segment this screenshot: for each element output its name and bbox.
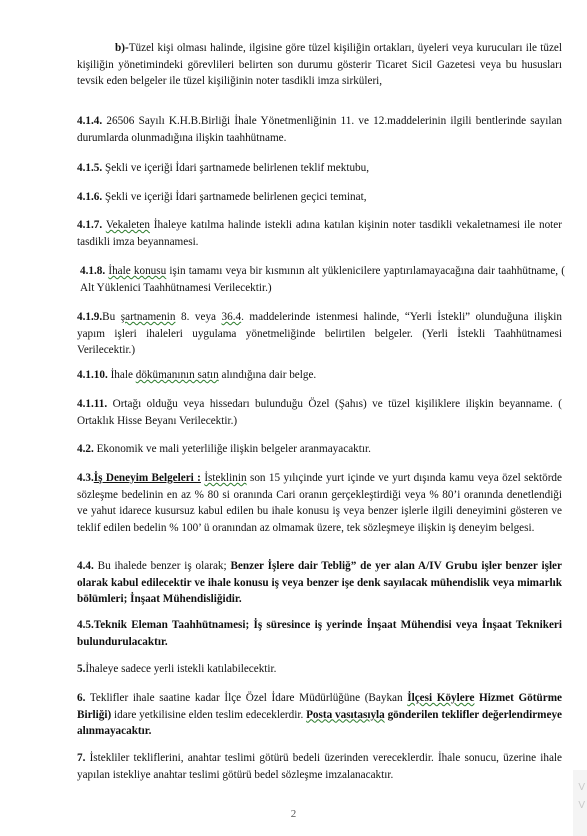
paragraph-b: b)-Tüzel kişi olması halinde, ilgisine göre tüzel kişiliğin ortakları, üyeleri veya kurucuları ile tüzel kişiliğin yönetimindeki görevlileri belirten son durumu gösterir Ticaret Sicil Gazetesi veya bu hususları tevsik eden belgeler ile tüzel kişiliğinin noter tasdikli imza sirküleri, — [77, 42, 562, 87]
paragraph-6: 6. Teklifler ihale saatine kadar İlçe Özel İdare Müdürlüğüne (Baykan İlçesi Köylere Hizmet Götürme Birliği) idare yetkilisine elden teslim edeceklerdir. Posta vasıtasıyla gönderilen teklifler değerlendirmeye alınmayacaktır. — [77, 692, 563, 737]
edge-mark-2: V — [578, 800, 585, 811]
paragraph-4-2: 4.2. Ekonomik ve mali yeterliliğe ilişkin belgeler aranmayacaktır. — [77, 443, 371, 455]
page-number: 2 — [290, 808, 297, 820]
paragraph-4-5: 4.5.Teknik Eleman Taahhütnamesi; İş süresince iş yerinde İnşaat Mühendisi veya İnşaat Teknikeri bulundurulacaktır. — [77, 619, 562, 648]
paragraph-4-1-5: 4.1.5. Şekli ve içeriği İdari şartnamede belirlenen teklif mektubu, — [77, 162, 370, 174]
paragraph-4-1-6: 4.1.6. Şekli ve içeriği İdari şartnamede belirlenen geçici teminat, — [77, 191, 367, 203]
paragraph-4-4: 4.4. Bu ihalede benzer iş olarak; Benzer İşlere dair Tebliğ” de yer alan A/IV Grubu işler benzer işler olarak kabul edilecektir ve ihale konusu iş veya benzer işe denk sayılacak mühendislik veya mimarlık bölümleri; İnşaat Mühendisliğidir. — [77, 560, 562, 605]
paragraph-4-1-4: 4.1.4. 26506 Sayılı K.H.B.Birliği İhale Yönetmenliğinin 11. ve 12.maddelerinin ilgili bentlerinde sayılan durumlarda olunmadığına ilişkin taahhütname. — [77, 115, 562, 144]
paragraph-5: 5.İhaleye sadece yerli istekli katılabilecektir. — [77, 663, 277, 675]
edge-mark-1: V — [578, 782, 585, 793]
paragraph-4-1-10: 4.1.10. İhale dökümanının satın alındığına dair belge. — [77, 369, 317, 381]
paragraph-4-1-8: 4.1.8. İhale konusu işin tamamı veya bir kısmının alt yüklenicilere yaptırılamayacağına dair taahhütname, ( Alt Yüklenici Taahhütnamesi Verilecektir.) — [80, 265, 565, 294]
paragraph-4-1-11: 4.1.11. Ortağı olduğu veya hissedarı bulunduğu Özel (Şahıs) ve tüzel kişiliklere ilişkin beyanname. ( Ortaklık Hisse Beyanı Verilecektir.) — [77, 398, 562, 427]
paragraph-4-1-9: 4.1.9.Bu şartnamenin 8. veya 36.4. maddelerinde istenmesi halinde, “Yerli İstekli” olunduğuna ilişkin yapım işleri ihaleleri uygulama yönetmeliğinde belirtilen belgeler. (Yerli İstekli Taahhütnamesi Verilecektir.) — [77, 311, 562, 356]
paragraph-4-3: 4.3.İş Deneyim Belgeleri : İsteklinin son 15 yılıçinde yurt içinde ve yurt dışında kamu veya özel sektörde sözleşme bedelinin en az % 80 si oranında Cari oranın gerçekleştirdiği veya % 80’i oranında denetlendiği ve yahut idarece kusursuz kabul edilen bu ihale konusu iş veya benzer işlerle ilgili deneyimini gösteren ve teklif edilen bedelin % 100’ ü oranından az olmamak üzere, tek sözleşmeye ilişkin iş deneyim belgesi. — [77, 472, 562, 534]
paragraph-7: 7. İstekliler tekliflerini, anahtar teslimi götürü bedeli üzerinden vereceklerdir. İhale sonucu, üzerine ihale yapılan istekliye anahtar teslimi götürü bedel sözleşme imzalanacaktır. — [77, 752, 562, 781]
paragraph-4-1-7: 4.1.7. Vekaleten İhaleye katılma halinde istekli adına katılan kişinin noter tasdikli vekaletnamesi ile noter tasdikli imza beyannamesi. — [77, 219, 562, 248]
